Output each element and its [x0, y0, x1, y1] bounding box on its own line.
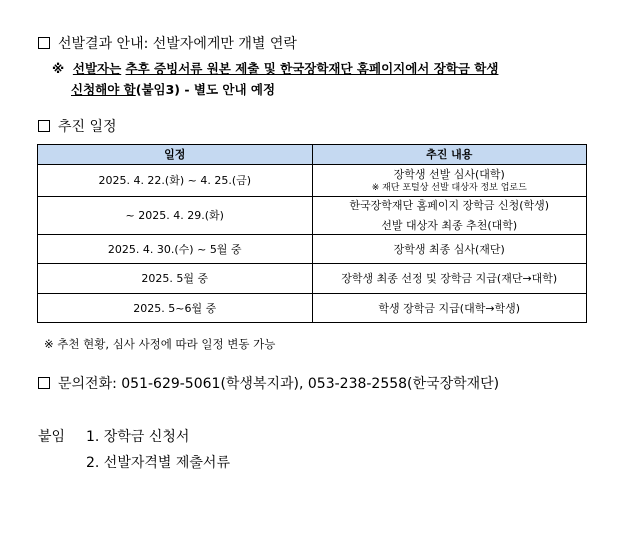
selection-note-line2	[71, 80, 275, 98]
table-row	[38, 165, 587, 197]
note-segment-underlined: 신청해야 함	[71, 82, 136, 97]
schedule-table	[37, 144, 587, 323]
note-segment-underlined: 선발자는	[72, 61, 122, 76]
table-row	[38, 294, 587, 323]
selection-note	[52, 59, 498, 77]
section-schedule	[38, 116, 117, 136]
content-main: 장학생 선발 심사(대학)	[393, 168, 505, 181]
header-date: 일정	[38, 145, 313, 165]
attachment-item: 1. 장학금 신청서	[86, 429, 190, 445]
header-content: 추진 내용	[312, 145, 587, 165]
content-main: 한국장학재단 홈페이지 장학금 신청(학생)	[349, 199, 550, 212]
table-header-row	[38, 145, 587, 165]
content-second: 선발 대상자 최종 추천(대학)	[381, 219, 518, 232]
section-contact	[38, 373, 499, 393]
checkbox-square-icon	[38, 377, 50, 389]
cell-content	[312, 165, 587, 197]
section-selection-result	[38, 33, 297, 53]
schedule-remark: ※ 추천 현황, 심사 사정에 따라 일정 변동 가능	[44, 337, 276, 351]
cell-date: 2025. 5~6월 중	[38, 294, 313, 323]
cell-content	[312, 197, 587, 235]
section-title: 추진 일정	[58, 119, 117, 135]
cell-content: 학생 장학금 지급(대학→학생)	[312, 294, 587, 323]
cell-date: ~ 2025. 4. 29.(화)	[38, 197, 313, 235]
note-segment-underlined: 추후 증빙서류 원본 제출 및 한국장학재단 홈페이지에서 장학금 학생	[125, 61, 499, 76]
cell-date: 2025. 4. 22.(화) ~ 4. 25.(금)	[38, 165, 313, 197]
table-row	[38, 197, 587, 235]
note-segment: (붙임3) - 별도 안내 예정	[135, 82, 276, 97]
reference-mark: ※	[52, 61, 65, 76]
checkbox-square-icon	[38, 120, 50, 132]
content-sub: ※ 재단 포털상 선발 대상자 정보 업로드	[371, 183, 527, 193]
attachment-item: 2. 선발자격별 제출서류	[86, 455, 230, 471]
cell-content: 장학생 최종 선정 및 장학금 지급(재단→대학)	[312, 264, 587, 294]
cell-content: 장학생 최종 심사(재단)	[312, 235, 587, 264]
section-title: 선발결과 안내: 선발자에게만 개별 연락	[58, 36, 297, 52]
cell-date: 2025. 5월 중	[38, 264, 313, 294]
table-row	[38, 235, 587, 264]
contact-text: 문의전화: 051-629-5061(학생복지과), 053-238-2558(한국장학재단)	[58, 376, 500, 392]
checkbox-square-icon	[38, 37, 50, 49]
table-row	[38, 264, 587, 294]
cell-date: 2025. 4. 30.(수) ~ 5월 중	[38, 235, 313, 264]
attachments-label: 붙임	[38, 429, 66, 445]
